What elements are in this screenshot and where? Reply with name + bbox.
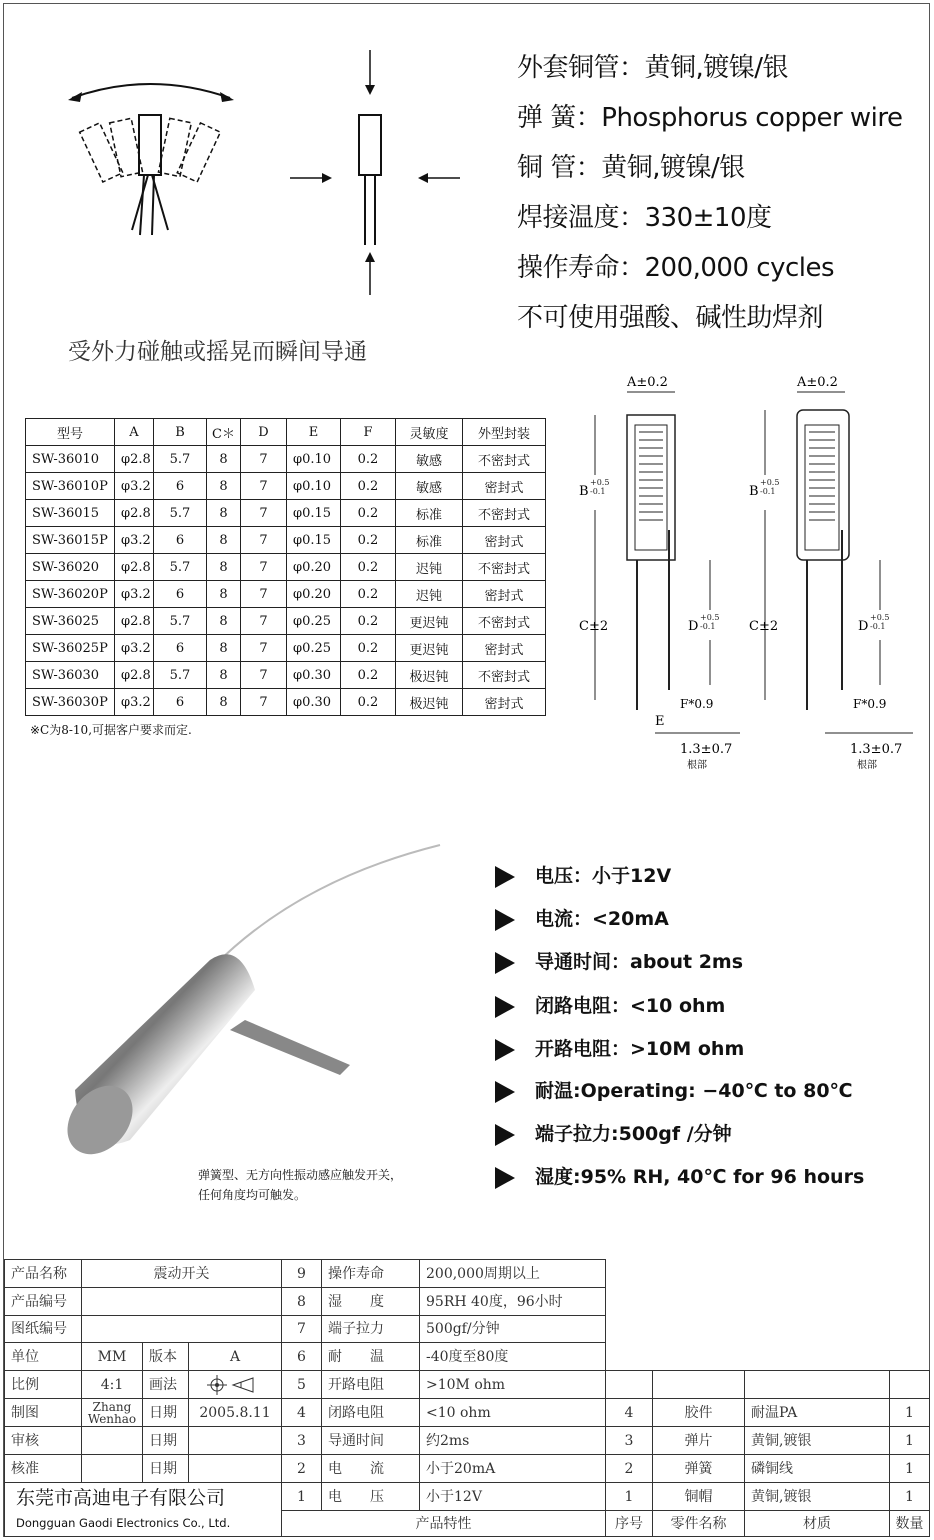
label-scale: 比例 xyxy=(4,1370,82,1399)
table-cell: 不密封式 xyxy=(463,608,546,635)
table-cell: 迟钝 xyxy=(396,554,463,581)
bullet-text: 闭路电阻：<10 ohm xyxy=(535,995,726,1017)
product-photo xyxy=(40,840,460,1160)
bullet-current xyxy=(495,907,669,931)
dim-e: E xyxy=(655,714,665,729)
spec-spring: 弹 簧：Phosphorus copper wire xyxy=(517,103,903,133)
part-empty xyxy=(652,1370,745,1399)
table-cell: φ0.20 xyxy=(287,554,341,581)
header-cell: F xyxy=(341,419,396,446)
table-cell: 5.7 xyxy=(154,446,207,473)
property-value: <10 ohm xyxy=(419,1398,606,1427)
table-cell: 0.2 xyxy=(341,581,396,608)
part-name: 胶件 xyxy=(652,1398,745,1427)
triangle-bullet-icon xyxy=(495,1081,515,1103)
table-cell: 6 xyxy=(154,635,207,662)
table-cell: 敏感 xyxy=(396,473,463,500)
table-header xyxy=(26,419,546,446)
table-cell: 0.2 xyxy=(341,554,396,581)
table-row xyxy=(26,473,546,500)
table-cell: 8 xyxy=(207,608,241,635)
property-name: 耐 温 xyxy=(321,1342,420,1371)
label-approve: 核准 xyxy=(4,1454,82,1483)
table-cell: SW-36015P xyxy=(26,527,115,554)
part-quantity: 1 xyxy=(889,1482,930,1511)
photo-caption xyxy=(198,1165,402,1205)
bullet-text: 电压：小于12V xyxy=(535,865,672,887)
property-value: 200,000周期以上 xyxy=(419,1259,606,1288)
header-cell: 灵敏度 xyxy=(396,419,463,446)
property-index: 2 xyxy=(281,1454,322,1483)
part-index: 4 xyxy=(605,1398,653,1427)
table-cell: φ0.30 xyxy=(287,662,341,689)
label-unit: 单位 xyxy=(4,1342,82,1371)
photo-caption-line: 弹簧型、无方向性振动感应触发开关， xyxy=(198,1168,403,1182)
property-index: 5 xyxy=(281,1370,322,1399)
table-cell: SW-36025P xyxy=(26,635,115,662)
value-empty xyxy=(81,1454,143,1483)
table-cell: 0.2 xyxy=(341,500,396,527)
bullet-terminal-pull xyxy=(495,1122,732,1146)
triangle-bullet-icon xyxy=(495,1167,515,1189)
spec-life: 操作寿命：200,000 cycles xyxy=(517,253,835,283)
table-cell: 不密封式 xyxy=(463,446,546,473)
table-cell: 8 xyxy=(207,635,241,662)
dim-root: 根部 xyxy=(857,760,877,771)
table-cell: 6 xyxy=(154,689,207,716)
table-cell: 7 xyxy=(241,608,287,635)
table-cell: φ2.8 xyxy=(115,662,154,689)
property-index: 3 xyxy=(281,1426,322,1455)
table-cell: 0.2 xyxy=(341,662,396,689)
header-cell: B xyxy=(154,419,207,446)
table-cell: 7 xyxy=(241,554,287,581)
table-cell: φ3.2 xyxy=(115,527,154,554)
part-material: 黄铜,镀银 xyxy=(744,1426,890,1455)
triangle-bullet-icon xyxy=(495,1039,515,1061)
property-value: >10M ohm xyxy=(419,1370,606,1399)
table-cell: 密封式 xyxy=(463,527,546,554)
triangle-bullet-icon xyxy=(495,1124,515,1146)
value-drawing-number xyxy=(81,1315,282,1343)
table-cell: φ0.15 xyxy=(287,527,341,554)
property-name: 湿 度 xyxy=(321,1287,420,1316)
header-product-characteristics: 产品特性 xyxy=(281,1510,606,1537)
property-index: 7 xyxy=(281,1315,322,1343)
dim-d-tolerance: +0.5 -0.1 xyxy=(870,613,890,631)
part-empty xyxy=(744,1370,890,1399)
label-product-number: 产品编号 xyxy=(4,1287,82,1316)
table-cell: 7 xyxy=(241,500,287,527)
value-product-name: 震动开关 xyxy=(81,1259,282,1288)
table-cell: SW-36020 xyxy=(26,554,115,581)
table-cell: SW-36010 xyxy=(26,446,115,473)
dim-d: D xyxy=(688,619,699,634)
spec-outer-tube: 外套铜管：黄铜,镀镍/银 xyxy=(517,53,789,83)
triangle-bullet-icon xyxy=(495,952,515,974)
table-cell: 极迟钝 xyxy=(396,662,463,689)
spec-solder-temp: 焊接温度：330±10度 xyxy=(517,203,772,233)
dim-g: 1.3±0.7 xyxy=(680,742,733,757)
label-version: 版本 xyxy=(142,1342,189,1371)
table-cell: 7 xyxy=(241,662,287,689)
table-cell: 不密封式 xyxy=(463,500,546,527)
table-cell: φ3.2 xyxy=(115,581,154,608)
dim-f: F*0.9 xyxy=(853,697,887,711)
table-cell: φ2.8 xyxy=(115,446,154,473)
header-cell: 型号 xyxy=(26,419,115,446)
company-name-cn: 东莞市高迪电子有限公司 xyxy=(16,1487,226,1509)
header-cell: D xyxy=(241,419,287,446)
spec-flux-warning: 不可使用强酸、碱性助焊剂 xyxy=(517,303,824,333)
bullet-open-resistance xyxy=(495,1037,744,1061)
table-cell: φ0.30 xyxy=(287,689,341,716)
table-cell: 6 xyxy=(154,473,207,500)
part-name: 弹片 xyxy=(652,1426,745,1455)
bullet-text: 耐温:Operating: −40℃ to 80℃ xyxy=(535,1080,853,1102)
triangle-bullet-icon xyxy=(495,996,515,1018)
property-value: 小于12V xyxy=(419,1482,606,1511)
table-cell: SW-36030 xyxy=(26,662,115,689)
table-cell: 更迟钝 xyxy=(396,635,463,662)
table-cell: 极迟钝 xyxy=(396,689,463,716)
bullet-text: 开路电阻：>10M ohm xyxy=(535,1038,745,1060)
table-cell: 0.2 xyxy=(341,689,396,716)
parts-header-cell: 序号 xyxy=(605,1510,653,1537)
table-cell: 8 xyxy=(207,473,241,500)
part-material: 黄铜,镀银 xyxy=(744,1482,890,1511)
table-cell: 标准 xyxy=(396,527,463,554)
value-date: 2005.8.11 xyxy=(188,1398,282,1427)
table-cell: φ0.20 xyxy=(287,581,341,608)
property-name: 电 压 xyxy=(321,1482,420,1511)
table-cell: 8 xyxy=(207,446,241,473)
property-index: 9 xyxy=(281,1259,322,1288)
table-cell: SW-36010P xyxy=(26,473,115,500)
property-index: 4 xyxy=(281,1398,322,1427)
property-name: 导通时间 xyxy=(321,1426,420,1455)
table-cell: 5.7 xyxy=(154,662,207,689)
header-cell: 外型封装 xyxy=(463,419,546,446)
value-version: A xyxy=(188,1342,282,1371)
table-cell: 密封式 xyxy=(463,689,546,716)
table-cell: 更迟钝 xyxy=(396,608,463,635)
property-name: 端子拉力 xyxy=(321,1315,420,1343)
part-index: 1 xyxy=(605,1482,653,1511)
table-cell: 敏感 xyxy=(396,446,463,473)
dim-a: A±0.2 xyxy=(797,375,838,390)
table-cell: φ0.15 xyxy=(287,500,341,527)
part-index: 3 xyxy=(605,1426,653,1455)
table-cell: 0.2 xyxy=(341,527,396,554)
dim-b: B xyxy=(749,484,759,499)
property-index: 6 xyxy=(281,1342,322,1371)
label-drawn: 制图 xyxy=(4,1398,82,1427)
table-cell: φ0.10 xyxy=(287,446,341,473)
part-index: 2 xyxy=(605,1454,653,1483)
dim-c: C±2 xyxy=(579,619,609,634)
part-name: 弹簧 xyxy=(652,1454,745,1483)
table-cell: 0.2 xyxy=(341,473,396,500)
table-row xyxy=(26,662,546,689)
property-value: 500gf/分钟 xyxy=(419,1315,606,1343)
table-cell: 8 xyxy=(207,689,241,716)
parts-header-cell: 零件名称 xyxy=(652,1510,745,1537)
property-name: 闭路电阻 xyxy=(321,1398,420,1427)
table-row xyxy=(26,500,546,527)
value-scale: 4:1 xyxy=(81,1370,143,1399)
property-name: 电 流 xyxy=(321,1454,420,1483)
dim-d-tolerance: +0.5 -0.1 xyxy=(700,613,720,631)
dim-root: 根部 xyxy=(687,760,707,771)
bullet-humidity xyxy=(495,1165,864,1189)
value-empty xyxy=(81,1426,143,1455)
property-value: 约2ms xyxy=(419,1426,606,1455)
table-row xyxy=(26,689,546,716)
table-cell: 不密封式 xyxy=(463,554,546,581)
label-review: 审核 xyxy=(4,1426,82,1455)
table-cell: 密封式 xyxy=(463,581,546,608)
table-cell: φ2.8 xyxy=(115,608,154,635)
table-cell: 0.2 xyxy=(341,608,396,635)
dimension-drawing-sealed xyxy=(745,370,925,775)
header-cell: C＊ xyxy=(207,419,241,446)
part-quantity: 1 xyxy=(889,1454,930,1483)
table-cell: φ3.2 xyxy=(115,635,154,662)
dim-d: D xyxy=(858,619,869,634)
table-cell: 8 xyxy=(207,662,241,689)
table-cell: 8 xyxy=(207,527,241,554)
bullet-text: 湿度:95% RH, 40℃ for 96 hours xyxy=(535,1166,865,1188)
part-name: 铜帽 xyxy=(652,1482,745,1511)
table-cell: φ2.8 xyxy=(115,554,154,581)
photo-caption-line: 任何角度均可触发。 xyxy=(198,1188,307,1202)
bullet-voltage xyxy=(495,864,671,888)
table-row xyxy=(26,527,546,554)
value-unit: MM xyxy=(81,1342,143,1371)
property-value: 95RH 40度，96小时 xyxy=(419,1287,606,1316)
table-cell: SW-36020P xyxy=(26,581,115,608)
value-empty xyxy=(188,1426,282,1455)
first-angle-projection-icon xyxy=(205,1375,265,1395)
table-cell: 密封式 xyxy=(463,635,546,662)
part-material: 耐温PA xyxy=(744,1398,890,1427)
company-name-en: Dongguan Gaodi Electronics Co., Ltd. xyxy=(16,1516,231,1530)
dim-c: C±2 xyxy=(749,619,779,634)
table-cell: φ3.2 xyxy=(115,689,154,716)
property-name: 开路电阻 xyxy=(321,1370,420,1399)
table-cell: 迟钝 xyxy=(396,581,463,608)
part-empty xyxy=(889,1370,930,1399)
dimension-drawing-unsealed xyxy=(575,370,745,775)
model-table xyxy=(25,418,546,716)
projection-symbol xyxy=(188,1370,282,1399)
property-value: -40度至80度 xyxy=(419,1342,606,1371)
table-cell: 0.2 xyxy=(341,446,396,473)
value-drawn: Zhang Wenhao xyxy=(81,1398,143,1427)
value-empty xyxy=(188,1454,282,1483)
dim-b-tolerance: +0.5 -0.1 xyxy=(590,478,610,496)
triangle-bullet-icon xyxy=(495,909,515,931)
table-note: ※C为8-10,可据客户要求而定. xyxy=(30,723,192,737)
table-cell: φ0.25 xyxy=(287,608,341,635)
table-cell: 7 xyxy=(241,446,287,473)
table-cell: 6 xyxy=(154,527,207,554)
table-cell: 6 xyxy=(154,581,207,608)
table-cell: 密封式 xyxy=(463,473,546,500)
dim-b: B xyxy=(579,484,589,499)
table-cell: 8 xyxy=(207,554,241,581)
table-cell: φ0.25 xyxy=(287,635,341,662)
table-cell: φ3.2 xyxy=(115,473,154,500)
label-method: 画法 xyxy=(142,1370,189,1399)
table-row xyxy=(26,608,546,635)
label-date: 日期 xyxy=(142,1454,189,1483)
dim-g: 1.3±0.7 xyxy=(850,742,903,757)
property-name: 操作寿命 xyxy=(321,1259,420,1288)
table-row xyxy=(26,446,546,473)
bullet-text: 导通时间：about 2ms xyxy=(535,951,744,973)
table-cell: 8 xyxy=(207,581,241,608)
bullet-text: 端子拉力:500gf /分钟 xyxy=(535,1123,732,1145)
table-cell: 7 xyxy=(241,581,287,608)
diagram-caption: 受外力碰触或摇晃而瞬间导通 xyxy=(68,339,367,365)
triangle-bullet-icon xyxy=(495,866,515,888)
label-date: 日期 xyxy=(142,1398,189,1427)
value-product-number xyxy=(81,1287,282,1316)
table-cell: 8 xyxy=(207,500,241,527)
table-row xyxy=(26,554,546,581)
property-index: 1 xyxy=(281,1482,322,1511)
part-material: 磷铜线 xyxy=(744,1454,890,1483)
spec-tube: 铜 管：黄铜,镀镍/银 xyxy=(517,153,745,183)
part-quantity: 1 xyxy=(889,1398,930,1427)
table-cell: φ0.10 xyxy=(287,473,341,500)
label-drawing-number: 图纸编号 xyxy=(4,1315,82,1343)
bullet-closed-resistance xyxy=(495,994,725,1018)
table-cell: φ2.8 xyxy=(115,500,154,527)
table-cell: 不密封式 xyxy=(463,662,546,689)
parts-header-cell: 材质 xyxy=(744,1510,890,1537)
table-cell: SW-36030P xyxy=(26,689,115,716)
part-empty xyxy=(605,1370,653,1399)
table-cell: 7 xyxy=(241,689,287,716)
bullet-conduct-time xyxy=(495,950,743,974)
label-product-name: 产品名称 xyxy=(4,1259,82,1288)
dim-f: F*0.9 xyxy=(680,697,714,711)
label-date: 日期 xyxy=(142,1426,189,1455)
bullet-text: 电流：<20mA xyxy=(535,908,669,930)
part-quantity: 1 xyxy=(889,1426,930,1455)
table-cell: 0.2 xyxy=(341,635,396,662)
header-cell: A xyxy=(115,419,154,446)
table-cell: 标准 xyxy=(396,500,463,527)
parts-header-cell: 数量 xyxy=(889,1510,930,1537)
table-row xyxy=(26,635,546,662)
property-index: 8 xyxy=(281,1287,322,1316)
table-cell: 7 xyxy=(241,527,287,554)
property-value: 小于20mA xyxy=(419,1454,606,1483)
header-cell: E xyxy=(287,419,341,446)
table-row xyxy=(26,581,546,608)
table-cell: SW-36015 xyxy=(26,500,115,527)
dim-a: A±0.2 xyxy=(627,375,668,390)
table-cell: 5.7 xyxy=(154,554,207,581)
table-cell: 7 xyxy=(241,473,287,500)
table-cell: 5.7 xyxy=(154,500,207,527)
bullet-temperature xyxy=(495,1079,853,1103)
tilt-diagram xyxy=(60,40,480,310)
table-cell: SW-36025 xyxy=(26,608,115,635)
table-cell: 5.7 xyxy=(154,608,207,635)
dim-b-tolerance: +0.5 -0.1 xyxy=(760,478,780,496)
table-cell: 7 xyxy=(241,635,287,662)
